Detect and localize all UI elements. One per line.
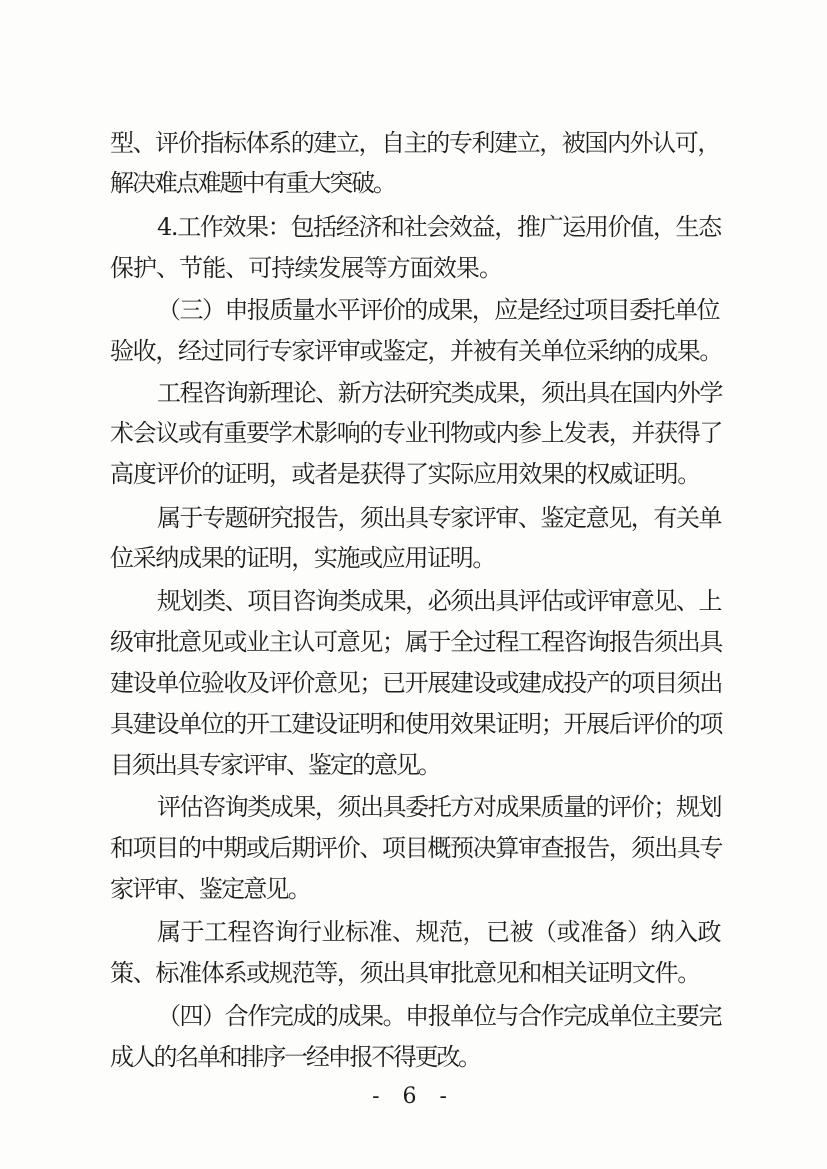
text-line: （四）合作完成的成果。申报单位与合作完成单位主要完 bbox=[157, 1002, 721, 1030]
text-line: 规划类、项目咨询类成果，必须出具评估或评审意见、上 bbox=[157, 587, 721, 615]
text-line: 型、评价指标体系的建立，自主的专利建立，被国内外认可， bbox=[110, 129, 720, 157]
text-line: 级审批意见或业主认可意见；属于全过程工程咨询报告须出具 bbox=[110, 628, 723, 656]
text-line: 属于专题研究报告，须出具专家评审、鉴定意见，有关单 bbox=[157, 504, 721, 532]
text-line: 保护、节能、可持续发展等方面效果。 bbox=[110, 254, 503, 282]
text-line: 属于工程咨询行业标准、规范，已被（或准备）纳入政 bbox=[157, 918, 721, 946]
text-line: 具建设单位的开工建设证明和使用效果证明；开展后评价的项 bbox=[110, 710, 723, 738]
text-line: 和项目的中期或后期评价、项目概预决算审查报告，须出具专 bbox=[110, 834, 723, 862]
text-line: 目须出具专家评审、鉴定的意见。 bbox=[110, 751, 440, 779]
text-line: （三）申报质量水平评价的成果，应是经过项目委托单位 bbox=[157, 296, 719, 324]
text-line: 术会议或有重要学术影响的专业刊物或内参上发表，并获得了 bbox=[110, 419, 723, 447]
text-line: 工程咨询新理论、新方法研究类成果，须出具在国内外学 bbox=[157, 379, 722, 407]
text-line: 成人的名单和排序一经申报不得更改。 bbox=[110, 1043, 480, 1071]
text-line: 评估咨询类成果，须出具委托方对成果质量的评价；规划 bbox=[157, 793, 721, 821]
page-number: - 6 - bbox=[372, 1084, 455, 1109]
text-line: 家评审、鉴定意见。 bbox=[110, 875, 310, 903]
text-line: 高度评价的证明，或者是获得了实际应用效果的权威证明。 bbox=[110, 460, 700, 488]
text-line: 解决难点难题中有重大突破。 bbox=[110, 169, 395, 197]
text-line: 位采纳成果的证明，实施或应用证明。 bbox=[110, 544, 496, 572]
text-line: 验收，经过同行专家评审或鉴定，并被有关单位采纳的成果。 bbox=[110, 337, 723, 365]
text-line: 建设单位验收及评价意见；已开展建设或建成投产的项目须出 bbox=[110, 669, 723, 697]
text-line: 4.工作效果：包括经济和社会效益，推广运用价值，生态 bbox=[157, 213, 721, 241]
text-line: 策、标准体系或规范等，须出具审批意见和相关证明文件。 bbox=[110, 959, 700, 987]
